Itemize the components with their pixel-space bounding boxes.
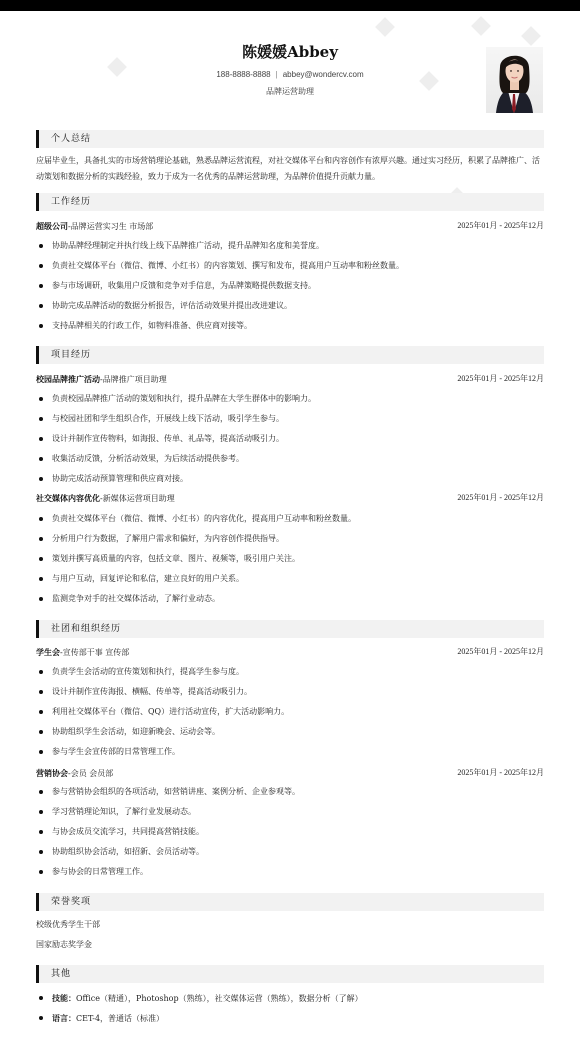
- decorative-diamond: [471, 16, 491, 36]
- list-item: 负责社交媒体平台（微信、微博、小红书）的内容优化，提高用户互动率和粉丝数量。: [52, 512, 542, 526]
- list-item: 支持品牌相关的行政工作，如物料准备、供应商对接等。: [52, 319, 542, 333]
- section-title-work: 工作经历: [36, 193, 544, 211]
- list-item: 策划并撰写高质量的内容，包括文章、图片、视频等，吸引用户关注。: [52, 552, 542, 566]
- decorative-diamond: [375, 17, 395, 37]
- language-label: 语言：: [52, 1013, 76, 1023]
- email-address: abbey@wondercv.com: [282, 70, 364, 79]
- project-name: 社交媒体内容优化: [36, 493, 100, 503]
- company-name: 超级公司: [36, 221, 68, 231]
- job-role: -品牌运营实习生 市场部: [68, 222, 154, 231]
- phone-number: 188-8888-8888: [216, 70, 271, 79]
- summary-text: 应届毕业生，具备扎实的市场营销理论基础，熟悉品牌运营流程，对社交媒体平台和内容创作有浓厚兴趣。通过实习经历，积累了品牌推广、活动策划和数据分析的实践经验，致力于成为一名优秀的品牌运营助理，为品牌价值提升贡献力量。: [36, 156, 540, 181]
- candidate-name: 陈媛媛Abbey: [242, 43, 338, 61]
- list-item: 利用社交媒体平台（微信、QQ）进行活动宣传，扩大活动影响力。: [52, 705, 542, 719]
- profile-photo: [486, 47, 543, 113]
- list-item: 设计并制作宣传物料，如海报、传单、礼品等，提高活动吸引力。: [52, 432, 542, 446]
- award-item: 校级优秀学生干部: [36, 920, 100, 929]
- section-title-awards: 荣誉奖项: [36, 893, 544, 911]
- list-item: 参与营销协会组织的各项活动，如营销讲座、案例分析、企业参观等。: [52, 785, 542, 799]
- list-item: 协助完成活动预算管理和供应商对接。: [52, 472, 542, 486]
- date-range: 2025年01月 - 2025年12月: [457, 493, 544, 502]
- skills-text: Office（精通），Photoshop（熟练），社交媒体运营（熟练），数据分析（了解）: [76, 994, 363, 1003]
- list-item: 与用户互动，回复评论和私信，建立良好的用户关系。: [52, 572, 542, 586]
- club-name: 营销协会: [36, 768, 68, 778]
- project-role: -品牌推广项目助理: [100, 375, 167, 384]
- date-range: 2025年01月 - 2025年12月: [457, 221, 544, 230]
- language-item: [52, 1011, 542, 1025]
- club-entry-header: [36, 645, 544, 659]
- contact-separator: |: [275, 70, 278, 79]
- language-text: CET-4，普通话（标准）: [76, 1014, 165, 1023]
- section-title-clubs: 社团和组织经历: [36, 620, 544, 638]
- skills-label: 技能：: [52, 993, 76, 1003]
- list-item: 与协会成员交流学习，共同提高营销技能。: [52, 825, 542, 839]
- list-item: 参与学生会宣传部的日常管理工作。: [52, 745, 542, 759]
- project-entry-header: [36, 372, 544, 386]
- club-role: -宣传部干事 宣传部: [60, 648, 130, 657]
- club-entry-header: [36, 766, 544, 780]
- list-item: 收集活动反馈，分析活动效果，为后续活动提供参考。: [52, 452, 542, 466]
- list-item: 协助组织协会活动，如招新、会员活动等。: [52, 845, 542, 859]
- project-entry-header: [36, 491, 544, 505]
- date-range: 2025年01月 - 2025年12月: [457, 374, 544, 383]
- list-item: 负责校园品牌推广活动的策划和执行，提升品牌在大学生群体中的影响力。: [52, 392, 542, 406]
- skills-item: [52, 991, 542, 1005]
- work-entry-header: [36, 219, 544, 233]
- list-item: 与校园社团和学生组织合作，开展线上线下活动，吸引学生参与。: [52, 412, 542, 426]
- date-range: 2025年01月 - 2025年12月: [457, 647, 544, 656]
- list-item: 监测竞争对手的社交媒体活动，了解行业动态。: [52, 592, 542, 606]
- list-item: 参与协会的日常管理工作。: [52, 865, 542, 879]
- club-role: -会员 会员部: [68, 769, 114, 778]
- project-name: 校园品牌推广活动: [36, 374, 100, 384]
- list-item: 负责社交媒体平台（微信、微博、小红书）的内容策划、撰写和发布，提高用户互动率和粉丝数量。: [52, 259, 542, 273]
- list-item: 分析用户行为数据，了解用户需求和偏好，为内容创作提供指导。: [52, 532, 542, 546]
- award-item: 国家励志奖学金: [36, 940, 92, 949]
- club-name: 学生会: [36, 647, 60, 657]
- list-item: 参与市场调研，收集用户反馈和竞争对手信息，为品牌策略提供数据支持。: [52, 279, 542, 293]
- section-title-projects: 项目经历: [36, 346, 544, 364]
- list-item: 学习营销理论知识，了解行业发展动态。: [52, 805, 542, 819]
- section-title-other: 其他: [36, 965, 544, 983]
- section-title-summary: 个人总结: [36, 130, 544, 148]
- list-item: 设计并制作宣传海报、横幅、传单等，提高活动吸引力。: [52, 685, 542, 699]
- top-bar: [0, 0, 580, 11]
- list-item: 负责学生会活动的宣传策划和执行，提高学生参与度。: [52, 665, 542, 679]
- list-item: 协助完成品牌活动的数据分析报告，评估活动效果并提出改进建议。: [52, 299, 542, 313]
- project-role: -新媒体运营项目助理: [100, 494, 175, 503]
- list-item: 协助品牌经理制定并执行线上线下品牌推广活动，提升品牌知名度和美誉度。: [52, 239, 542, 253]
- job-intention: 品牌运营助理: [266, 87, 314, 96]
- date-range: 2025年01月 - 2025年12月: [457, 768, 544, 777]
- list-item: 协助组织学生会活动，如迎新晚会、运动会等。: [52, 725, 542, 739]
